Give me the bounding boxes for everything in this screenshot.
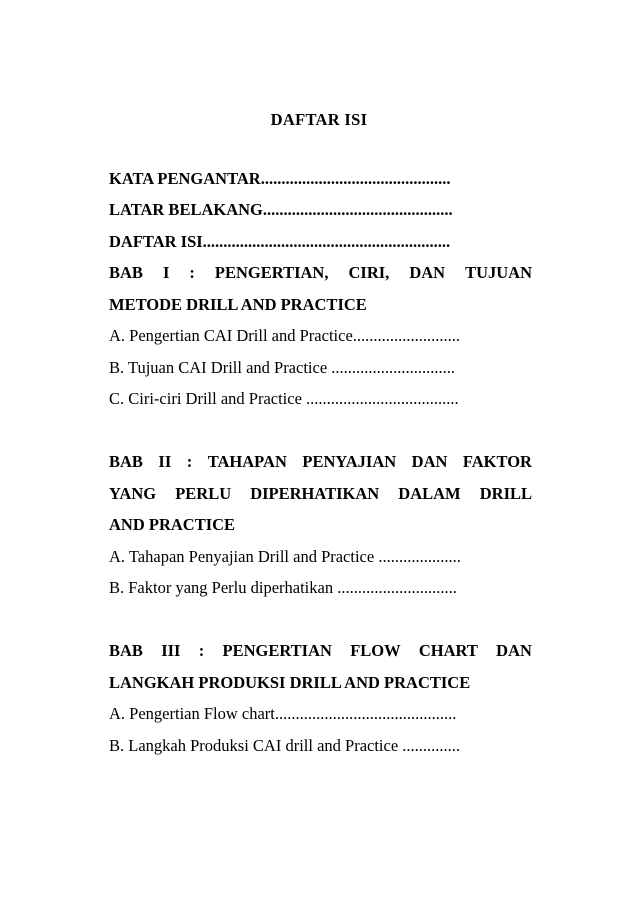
toc-chapter-3-heading-cont: LANGKAH PRODUKSI DRILL AND PRACTICE <box>109 673 471 692</box>
toc-chapter-2-heading-cont <box>109 486 532 503</box>
toc-entry-1b: B. Tujuan CAI Drill and Practice .............................. <box>109 358 456 377</box>
toc-chapter-3-heading <box>109 643 532 660</box>
heading-word: TAHAPAN <box>207 452 287 471</box>
toc-entry-latar-belakang: LATAR BELAKANG.............................................. <box>109 200 453 219</box>
heading-word: PENGERTIAN <box>222 641 332 660</box>
heading-word: DAN <box>409 263 446 282</box>
heading-word: PENGERTIAN, <box>214 263 329 282</box>
heading-word: DIPERHATIKAN <box>250 484 380 503</box>
heading-word: III <box>161 641 181 660</box>
heading-word: : <box>198 641 205 660</box>
heading-word: TUJUAN <box>465 263 532 282</box>
toc-entry-3a: A. Pengertian Flow chart............................................ <box>109 704 457 723</box>
toc-entry-2b: B. Faktor yang Perlu diperhatikan ............................. <box>109 578 457 597</box>
heading-word: DRILL <box>479 484 532 503</box>
heading-word: DALAM <box>398 484 461 503</box>
heading-word: BAB <box>109 452 143 471</box>
toc-chapter-2-heading-end: AND PRACTICE <box>109 515 236 534</box>
heading-word: : <box>186 452 193 471</box>
heading-word: CHART <box>418 641 478 660</box>
toc-chapter-1-heading <box>109 265 532 282</box>
heading-word: I <box>162 263 170 282</box>
heading-word: PERLU <box>175 484 232 503</box>
heading-word: II <box>158 452 172 471</box>
heading-word: CIRI, <box>348 263 390 282</box>
heading-word: YANG <box>109 484 157 503</box>
toc-chapter-1-heading-cont: METODE DRILL AND PRACTICE <box>109 295 367 314</box>
toc-entry-1a: A. Pengertian CAI Drill and Practice.......................... <box>109 326 461 345</box>
heading-word: FAKTOR <box>462 452 532 471</box>
toc-entry-1c: C. Ciri-ciri Drill and Practice ..................................... <box>109 389 459 408</box>
heading-word: FLOW <box>350 641 401 660</box>
toc-entry-2a: A. Tahapan Penyajian Drill and Practice .................... <box>109 547 461 566</box>
heading-word: BAB <box>109 263 143 282</box>
heading-word: DAN <box>411 452 448 471</box>
toc-entry-kata-pengantar: KATA PENGANTAR.............................................. <box>109 169 451 188</box>
toc-entry-3b: B. Langkah Produksi CAI drill and Practice .............. <box>109 736 461 755</box>
heading-word: BAB <box>109 641 143 660</box>
page-title: DAFTAR ISI <box>270 110 368 129</box>
toc-entry-daftar-isi: DAFTAR ISI............................................................ <box>109 232 451 251</box>
heading-word: PENYAJIAN <box>302 452 397 471</box>
heading-word: : <box>189 263 195 282</box>
heading-word: DAN <box>496 641 532 660</box>
toc-chapter-2-heading <box>109 454 532 471</box>
